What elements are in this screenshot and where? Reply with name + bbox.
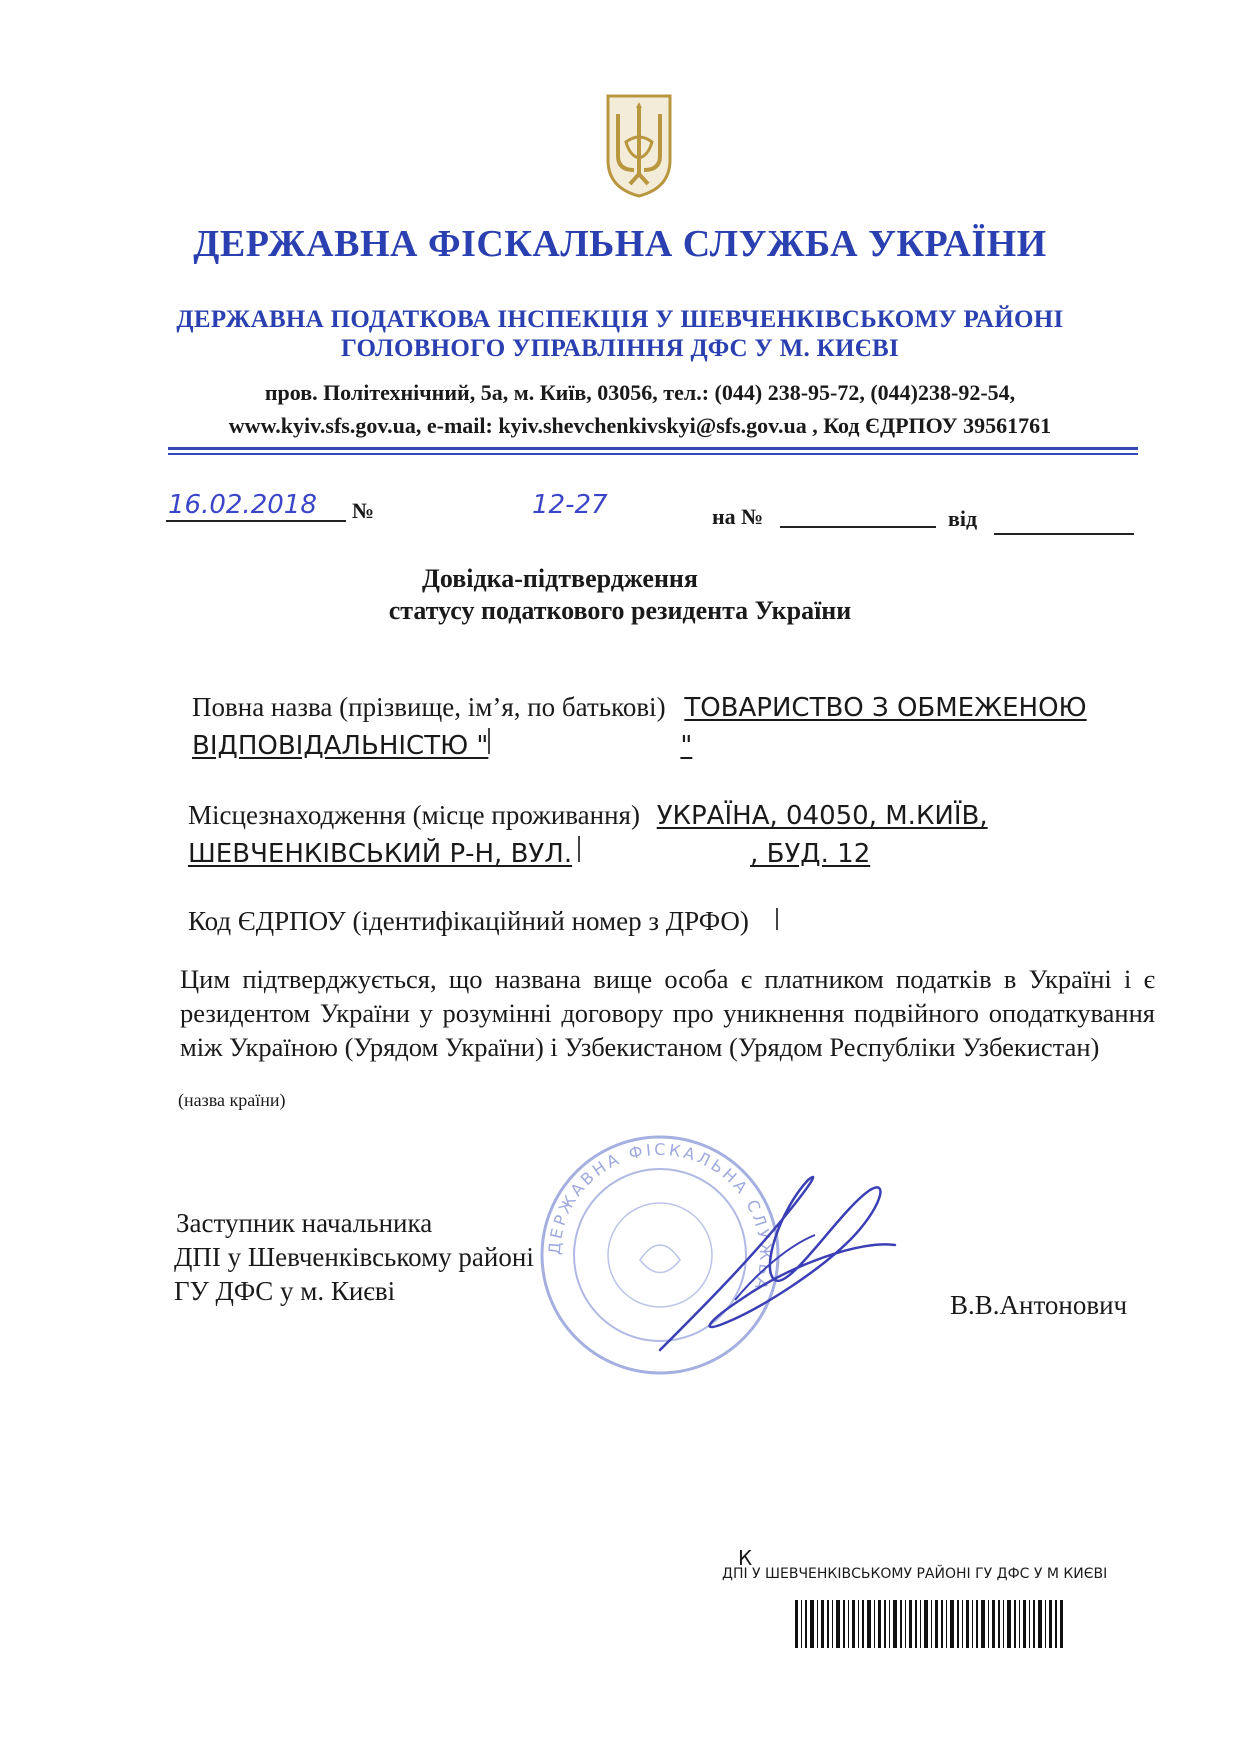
barcode-letter: К [738, 1546, 753, 1570]
address-line1: пров. Політехнічний, 5а, м. Київ, 03056, тел.: (044) 238-95-72, (044)238-92-54, [264, 380, 1016, 405]
registration-date-underline [166, 520, 346, 522]
address-line2: www.kyiv.sfs.gov.ua, e-mail: kyiv.shevchenkivskyi@sfs.gov.ua , Код ЄДРПОУ 39561761 [228, 413, 1052, 438]
location-label: Місцезнаходження (місце проживання) [188, 800, 640, 830]
registration-number-label: № [352, 498, 375, 523]
signatory-position-line2: ДПІ у Шевченківському районі [174, 1242, 534, 1272]
full-name-value: ТОВАРИСТВО З ОБМЕЖЕНОЮ [684, 693, 1087, 723]
stamp-text: ДЕРЖАВНА ФІСКАЛЬНА СЛУЖБА [544, 1139, 776, 1295]
document-title-line1: Довідка-підтвердження [422, 564, 698, 593]
signatory-position-line1: Заступник начальника [176, 1208, 433, 1238]
inspection-title-line1: ДЕРЖАВНА ПОДАТКОВА ІНСПЕКЦІЯ У ШЕВЧЕНКІВСЬКОМУ РАЙОНІ [176, 306, 1064, 333]
edrpou-code-label: Код ЄДРПОУ (ідентифікаційний номер з ДРФО) [188, 906, 749, 936]
full-name-label: Повна назва (прізвище, ім’я, по батькові) [192, 692, 666, 722]
edrpou-code-row [188, 906, 928, 937]
signatory-position-line3: ГУ ДФС у м. Києві [174, 1276, 396, 1306]
header-rule-thin [168, 453, 1138, 455]
location-value-continued: ШЕВЧЕНКІВСЬКИЙ Р-Н, ВУЛ. [188, 839, 573, 869]
full-name-value-continued: ВІДПОВІДАЛЬНІСТЮ " [192, 731, 489, 761]
full-name-row-continued [192, 728, 692, 761]
location-row-continued [188, 836, 870, 869]
document-title-line2: статусу податкового резидента України [388, 596, 852, 625]
service-title: ДЕРЖАВНА ФІСКАЛЬНА СЛУЖБА УКРАЇНИ [193, 223, 1047, 265]
redacted-street-name [578, 836, 750, 862]
registration-number: 12-27 [532, 490, 608, 520]
country-caption: (назва країни) [178, 1090, 286, 1110]
location-value: УКРАЇНА, 04050, М.КИЇВ, [656, 801, 988, 831]
location-row [188, 800, 988, 831]
redacted-edrpou-code [776, 908, 928, 930]
coat-of-arms-icon [604, 92, 674, 200]
redacted-company-name [488, 728, 680, 754]
location-value-end: , БУД. 12 [750, 839, 871, 869]
registration-date: 16.02.2018 [168, 490, 317, 520]
reference-date-blank [994, 533, 1134, 535]
barcode [795, 1600, 1065, 1648]
reference-number-label: на № [712, 504, 764, 529]
reference-date-label: від [948, 506, 978, 531]
signatory-name: В.В.Антонович [950, 1290, 1128, 1320]
full-name-row [192, 692, 1162, 723]
inspection-title-line2: ГОЛОВНОГО УПРАВЛІННЯ ДФС У М. КИЄВІ [340, 335, 900, 362]
barcode-label: ДПІ У ШЕВЧЕНКІВСЬКОМУ РАЙОНІ ГУ ДФС У М КИЄВІ [722, 1566, 1108, 1582]
full-name-value-end: " [680, 731, 693, 761]
reference-number-blank [780, 526, 936, 528]
confirmation-paragraph: Цим підтверджується, що названа вище особа є платником податків в Україні і є резидентом України у розумінні договору про уникнення подвійного оподаткування між Україною (Урядом України) і Узбекистаном (Урядом Республіки Узбекистан) [180, 964, 1155, 1062]
handwritten-signature [640, 1150, 910, 1370]
header-rule-thick [168, 447, 1138, 450]
